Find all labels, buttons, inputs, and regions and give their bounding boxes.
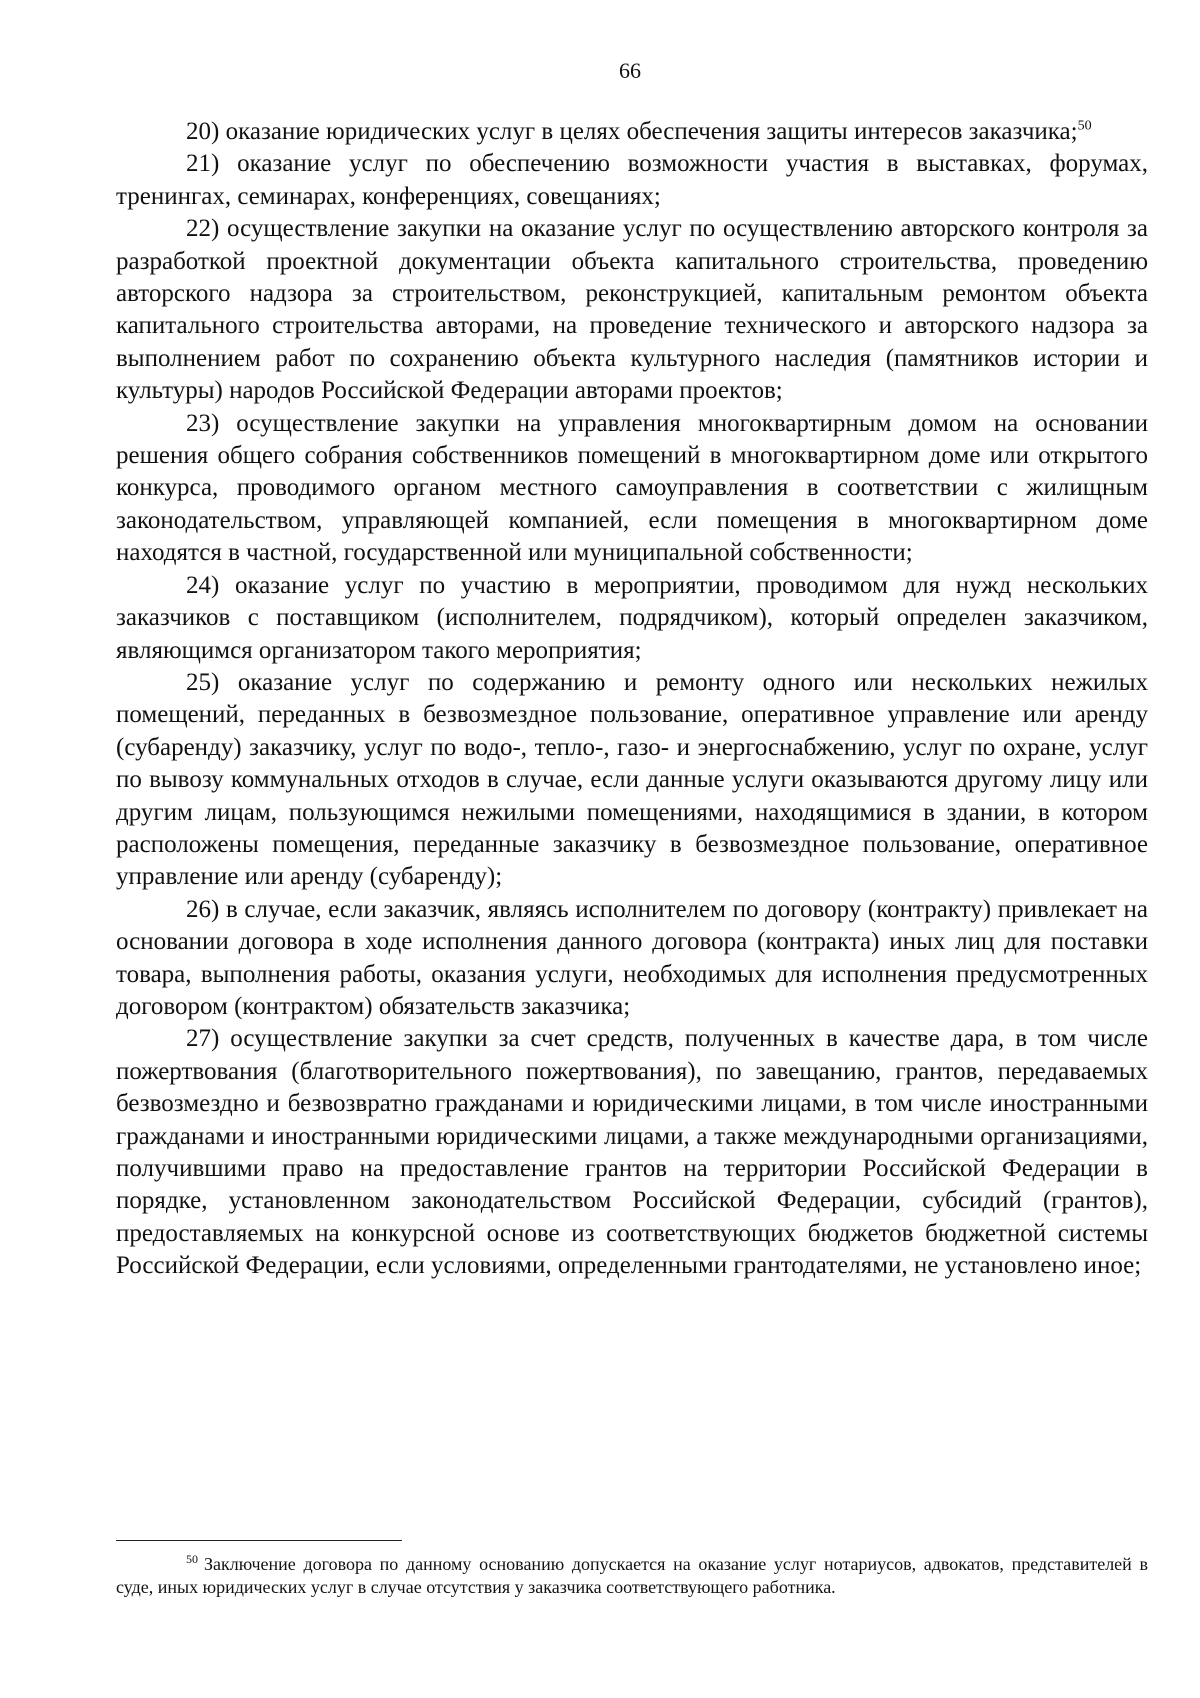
- page-number: 66: [619, 58, 641, 83]
- paragraph-item-26: 26) в случае, если заказчик, являясь исполнителем по договору (контракту) привлекает на основании договора в ходе исполнения данного договора (контракта) иных лиц для поставки товара, выполнения работы, оказания услуги, необходимых для исполнения предусмотренных договором (контрактом) обязательств заказчика;: [116, 895, 1148, 1020]
- footnote-text: Заключение договора по данному основанию допускается на оказание услуг нотариусов, адвокатов, представителей в суде, иных юридических услуг в случае отсутствия у заказчика соответствующего работника.: [116, 1554, 1148, 1597]
- paragraph-item-25: 25) оказание услуг по содержанию и ремонту одного или нескольких нежилых помещений, переданных в безвозмездное пользование, оперативное управление или аренду (субаренду) заказчику, услуг по водо-, тепло-, газо- и энергоснабжению, услуг по охране, услуг по вывозу коммунальных отходов в случае, если данные услуги оказываются другому лицу или другим лицам, пользующимся нежилыми помещениями, находящимися в здании, в котором расположены помещения, переданные заказчику в безвозмездное пользование, оперативное управление или аренду (субаренду);: [116, 668, 1148, 891]
- paragraph-item-23: 23) осуществление закупки на управления многоквартирным домом на основании решения общего собрания собственников помещений в многоквартирном доме или открытого конкурса, проводимого органом местного самоуправления в соответствии с жилищным законодательством, управляющей компанией, если помещения в многоквартирном доме находятся в частной, государственной или муниципальной собственности;: [116, 409, 1148, 567]
- body-text: [116, 116, 1148, 1283]
- paragraph-item-24: 24) оказание услуг по участию в мероприятии, проводимом для нужд нескольких заказчиков с поставщиком (исполнителем, подрядчиком), который определен заказчиком, являющимся организатором такого мероприятия;: [116, 571, 1148, 664]
- paragraph-item-21: 21) оказание услуг по обеспечению возможности участия в выставках, форумах, тренингах, семинарах, конференциях, совещаниях;: [116, 150, 1148, 210]
- paragraph-item-27: 27) осуществление закупки за счет средств, полученных в качестве дара, в том числе пожертвования (благотворительного пожертвования), по завещанию, грантов, передаваемых безвозмездно и безвозвратно гражданами и юридическими лицами, в том числе иностранными гражданами и иностранными юридическими лицами, а также международными организациями, получившими право на предоставление грантов на территории Российской Федерации в порядке, установленном законодательством Российской Федерации, субсидий (грантов), предоставляемых на конкурсной основе из соответствующих бюджетов бюджетной системы Российской Федерации, если условиями, определенными грантодателями, не установлено иное;: [116, 1025, 1148, 1280]
- paragraph-item-20: [116, 116, 1148, 148]
- paragraph-item-22: 22) осуществление закупки на оказание услуг по осуществлению авторского контроля за разработкой проектной документации объекта капитального строительства, проведению авторского надзора за строительством, реконструкцией, капитальным ремонтом объекта капитального строительства авторами, на проведение технического и авторского надзора за выполнением работ по сохранению объекта культурного наследия (памятников истории и культуры) народов Российской Федерации авторами проектов;: [116, 215, 1148, 405]
- footnote-separator: [116, 1540, 402, 1541]
- paragraph-text: 20) оказание юридических услуг в целях обеспечения защиты интересов заказчика;: [186, 118, 1078, 145]
- footnote: [116, 1553, 1148, 1599]
- footnote-reference[interactable]: 50: [1077, 118, 1092, 134]
- footnote-marker: 50: [186, 1552, 198, 1566]
